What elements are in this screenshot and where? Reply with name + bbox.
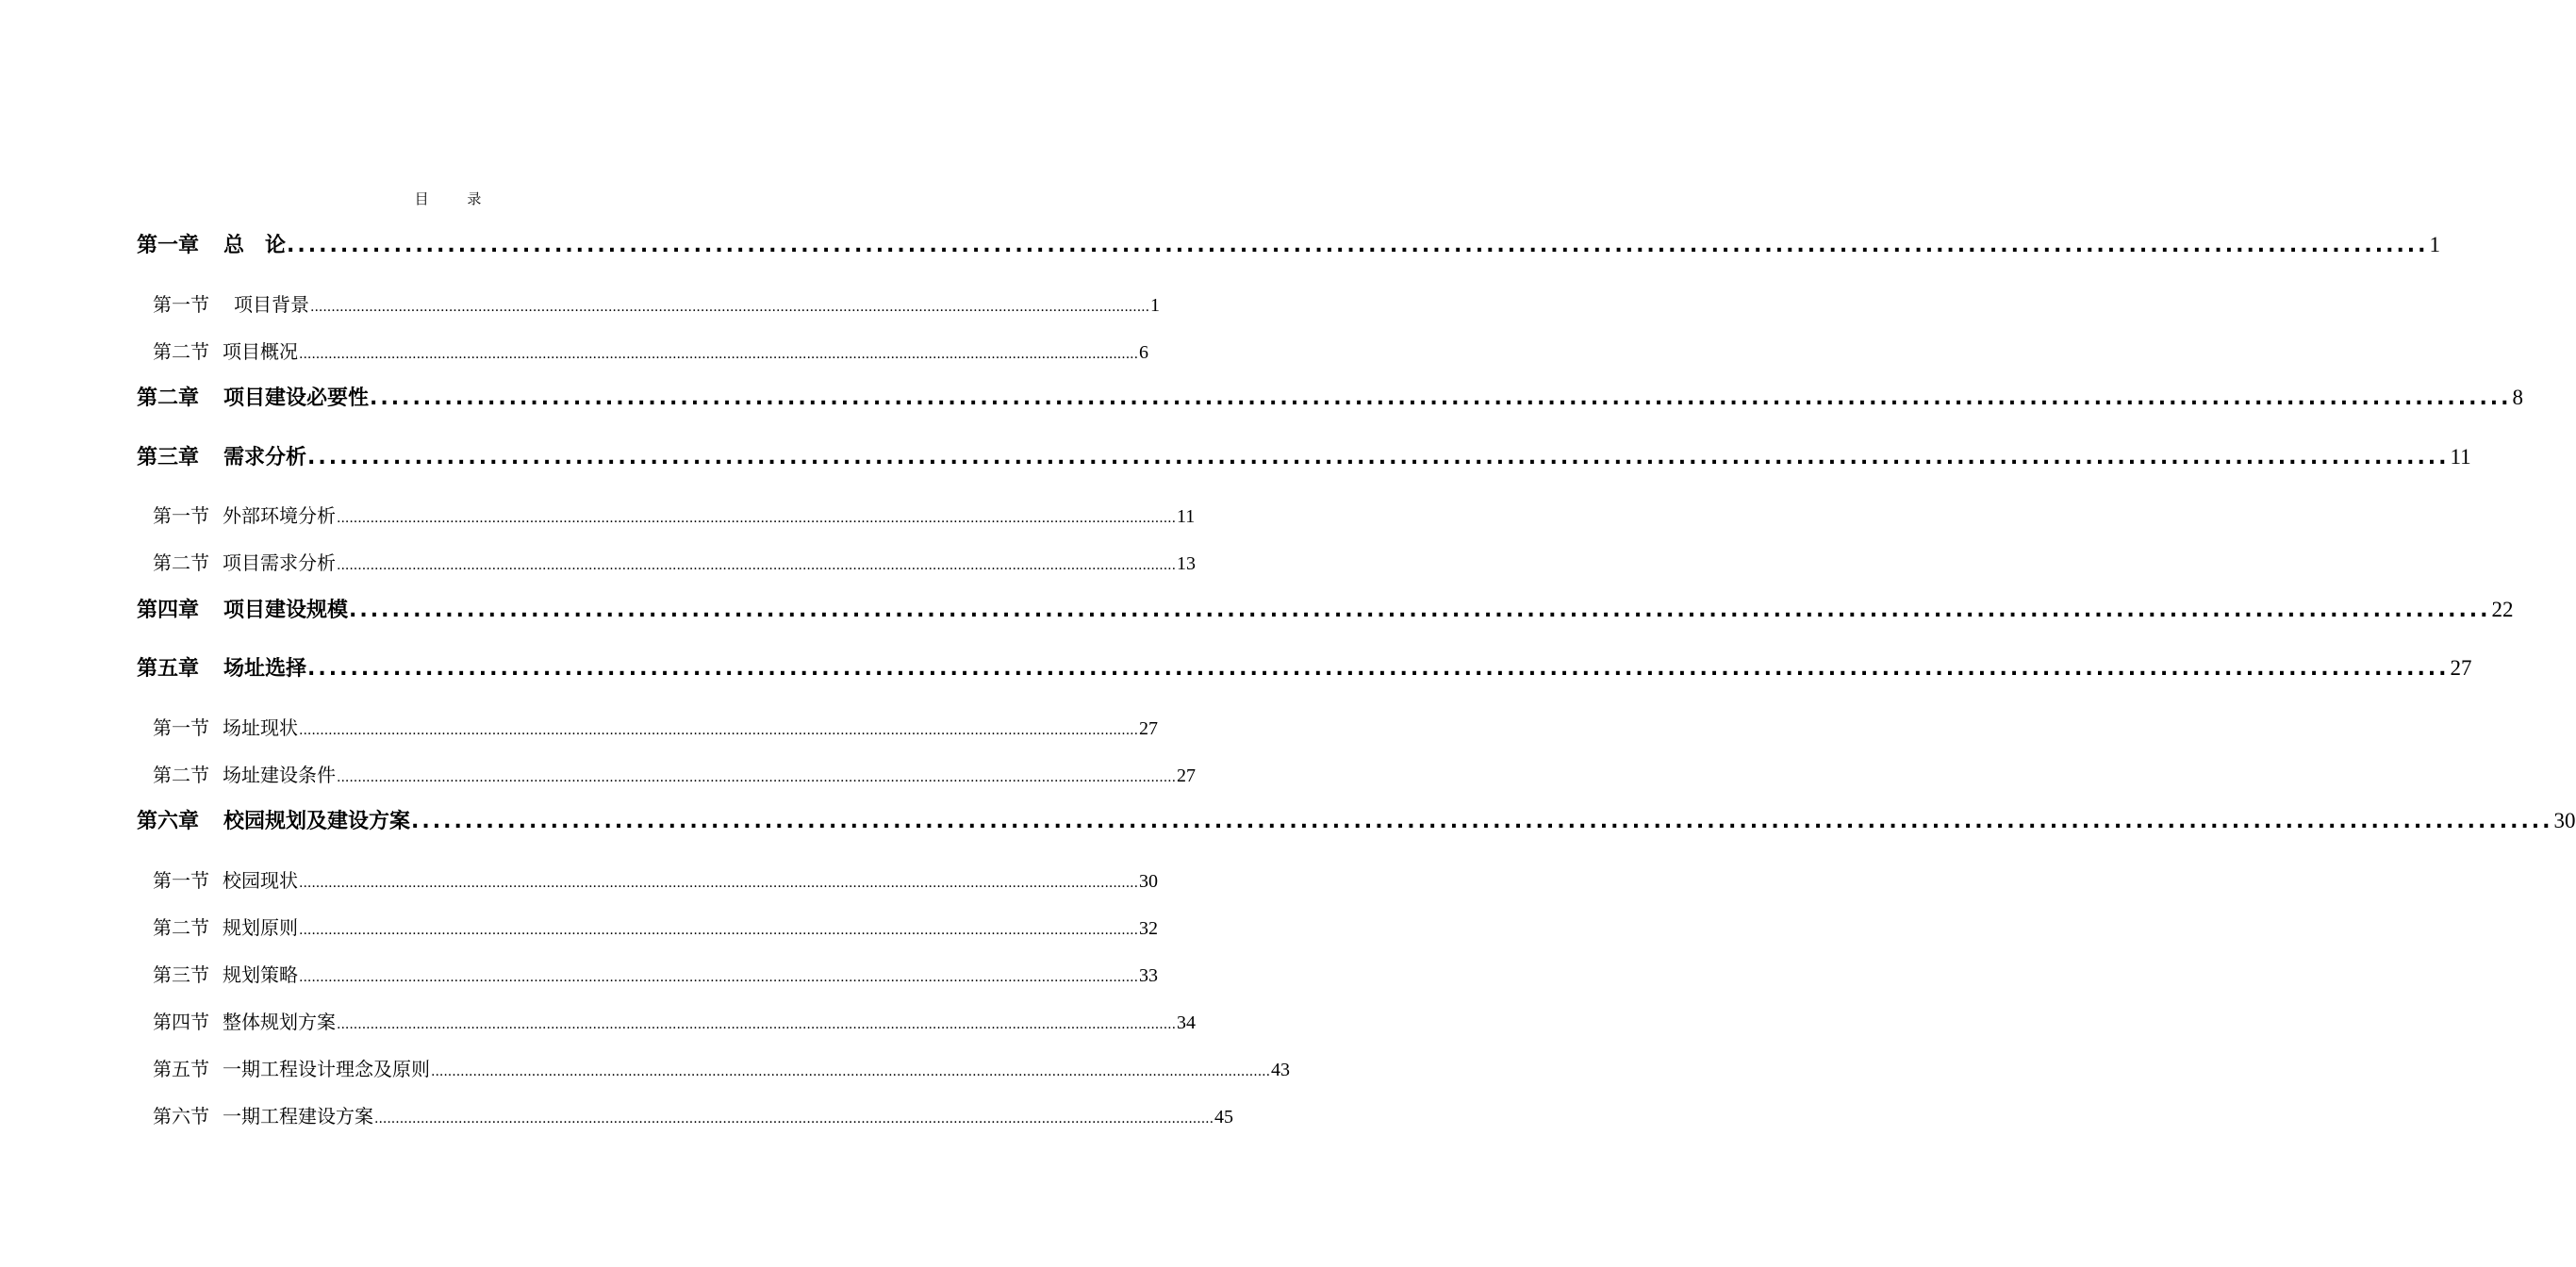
section-title: 外部环境分析 bbox=[223, 504, 336, 527]
chapter-number: 第一章 bbox=[137, 234, 200, 257]
toc-entry-section[interactable] bbox=[153, 760, 1197, 787]
section-title: 场址现状 bbox=[223, 716, 298, 739]
page-number: 30 bbox=[1139, 871, 1159, 892]
section-number: 第二节 bbox=[153, 551, 209, 574]
page-number: 27 bbox=[1139, 718, 1159, 739]
toc-entry-section[interactable] bbox=[153, 913, 1159, 940]
page-number: 1 bbox=[1150, 295, 1161, 316]
toc-entry-chapter-3[interactable] bbox=[137, 441, 2471, 470]
section-title: 规划策略 bbox=[223, 963, 298, 986]
toc-entry-chapter-1[interactable] bbox=[137, 229, 2441, 258]
page-number: 34 bbox=[1177, 1012, 1197, 1033]
page-number: 22 bbox=[2491, 598, 2514, 621]
dot-leader: ........................................................................................................................................................................................................ bbox=[287, 234, 2429, 257]
section-number: 第一节 bbox=[153, 504, 209, 527]
page-number: 1 bbox=[2429, 233, 2441, 256]
toc-entry-section[interactable] bbox=[153, 501, 1196, 528]
dot-leader: ........................................................................................................................................................................................................ bbox=[337, 1017, 1177, 1032]
dot-leader: ........................................................................................................................................................................................................ bbox=[337, 558, 1177, 573]
section-title: 项目需求分析 bbox=[223, 551, 336, 574]
toc-entry-chapter-4[interactable] bbox=[137, 594, 2514, 623]
section-number: 第一节 bbox=[153, 869, 209, 892]
section-number: 第一节 bbox=[153, 293, 209, 316]
page-number: 45 bbox=[1214, 1107, 1234, 1127]
chapter-number: 第二章 bbox=[137, 387, 200, 410]
chapter-title: 项目建设必要性 bbox=[223, 387, 370, 410]
dot-leader: ........................................................................................................................................................................................................ bbox=[299, 923, 1139, 938]
dot-leader: ........................................................................................................................................................................................................ bbox=[370, 387, 2512, 410]
page-number: 27 bbox=[1177, 765, 1197, 786]
section-title: 一期工程设计理念及原则 bbox=[223, 1058, 430, 1080]
dot-leader: ........................................................................................................................................................................................................ bbox=[307, 446, 2450, 469]
chapter-title: 需求分析 bbox=[223, 446, 307, 469]
section-title: 项目概况 bbox=[223, 340, 298, 363]
dot-leader: ........................................................................................................................................................................................................ bbox=[349, 599, 2491, 622]
page-number: 13 bbox=[1177, 553, 1197, 574]
dot-leader: ........................................................................................................................................................................................................ bbox=[310, 300, 1150, 315]
section-title: 项目背景 bbox=[234, 293, 309, 316]
toc-entry-section[interactable] bbox=[153, 865, 1159, 893]
toc-entry-section[interactable] bbox=[153, 1007, 1197, 1034]
dot-leader: ........................................................................................................................................................................................................ bbox=[299, 876, 1139, 891]
page-number: 33 bbox=[1139, 965, 1159, 986]
chapter-title: 场址选择 bbox=[223, 657, 307, 681]
chapter-number: 第五章 bbox=[137, 657, 200, 681]
toc-entry-section[interactable] bbox=[153, 289, 1161, 317]
toc-entry-chapter-2[interactable] bbox=[137, 382, 2524, 411]
toc-entry-section[interactable] bbox=[153, 548, 1197, 575]
toc-entry-chapter-5[interactable] bbox=[137, 652, 2472, 682]
section-title: 场址建设条件 bbox=[223, 764, 336, 786]
section-number: 第二节 bbox=[153, 916, 209, 939]
section-number: 第二节 bbox=[153, 764, 209, 786]
chapter-number: 第三章 bbox=[137, 446, 200, 469]
page-number: 11 bbox=[1177, 506, 1196, 527]
dot-leader: ........................................................................................................................................................................................................ bbox=[337, 770, 1177, 785]
page-number: 8 bbox=[2512, 386, 2524, 409]
page-number: 43 bbox=[1271, 1060, 1291, 1080]
toc-entry-section[interactable] bbox=[153, 1101, 1234, 1128]
dot-leader: ........................................................................................................................................................................................................ bbox=[299, 347, 1139, 362]
section-number: 第五节 bbox=[153, 1058, 209, 1080]
page-number: 32 bbox=[1139, 918, 1159, 939]
section-number: 第二节 bbox=[153, 340, 209, 363]
toc-entry-chapter-6[interactable] bbox=[137, 805, 2576, 834]
dot-leader: ........................................................................................................................................................................................................ bbox=[431, 1064, 1271, 1079]
page-number: 27 bbox=[2450, 656, 2472, 680]
page-number: 11 bbox=[2450, 445, 2471, 469]
toc-entry-section[interactable] bbox=[153, 1054, 1291, 1081]
section-number: 第四节 bbox=[153, 1011, 209, 1033]
chapter-title: 项目建设规模 bbox=[223, 599, 349, 622]
toc-entry-section[interactable] bbox=[153, 960, 1159, 987]
chapter-title: 总 论 bbox=[223, 234, 287, 257]
dot-leader: ........................................................................................................................................................................................................ bbox=[411, 810, 2553, 833]
section-title: 规划原则 bbox=[223, 916, 298, 939]
dot-leader: ........................................................................................................................................................................................................ bbox=[307, 657, 2450, 681]
chapter-number: 第四章 bbox=[137, 599, 200, 622]
chapter-title: 校园规划及建设方案 bbox=[223, 810, 411, 833]
section-number: 第一节 bbox=[153, 716, 209, 739]
page-number: 30 bbox=[2553, 809, 2576, 832]
dot-leader: ........................................................................................................................................................................................................ bbox=[299, 723, 1139, 738]
section-number: 第三节 bbox=[153, 963, 209, 986]
section-title: 校园现状 bbox=[223, 869, 298, 892]
toc-entry-section[interactable] bbox=[153, 337, 1149, 364]
toc-title: 目 录 bbox=[414, 190, 499, 207]
dot-leader: ........................................................................................................................................................................................................ bbox=[337, 511, 1177, 526]
section-title: 一期工程建设方案 bbox=[223, 1105, 373, 1127]
chapter-number: 第六章 bbox=[137, 810, 200, 833]
dot-leader: ........................................................................................................................................................................................................ bbox=[299, 970, 1139, 985]
dot-leader: ........................................................................................................................................................................................................ bbox=[374, 1111, 1214, 1127]
toc-entry-section[interactable] bbox=[153, 713, 1159, 740]
section-title: 整体规划方案 bbox=[223, 1011, 336, 1033]
page-number: 6 bbox=[1139, 342, 1149, 363]
section-number: 第六节 bbox=[153, 1105, 209, 1127]
